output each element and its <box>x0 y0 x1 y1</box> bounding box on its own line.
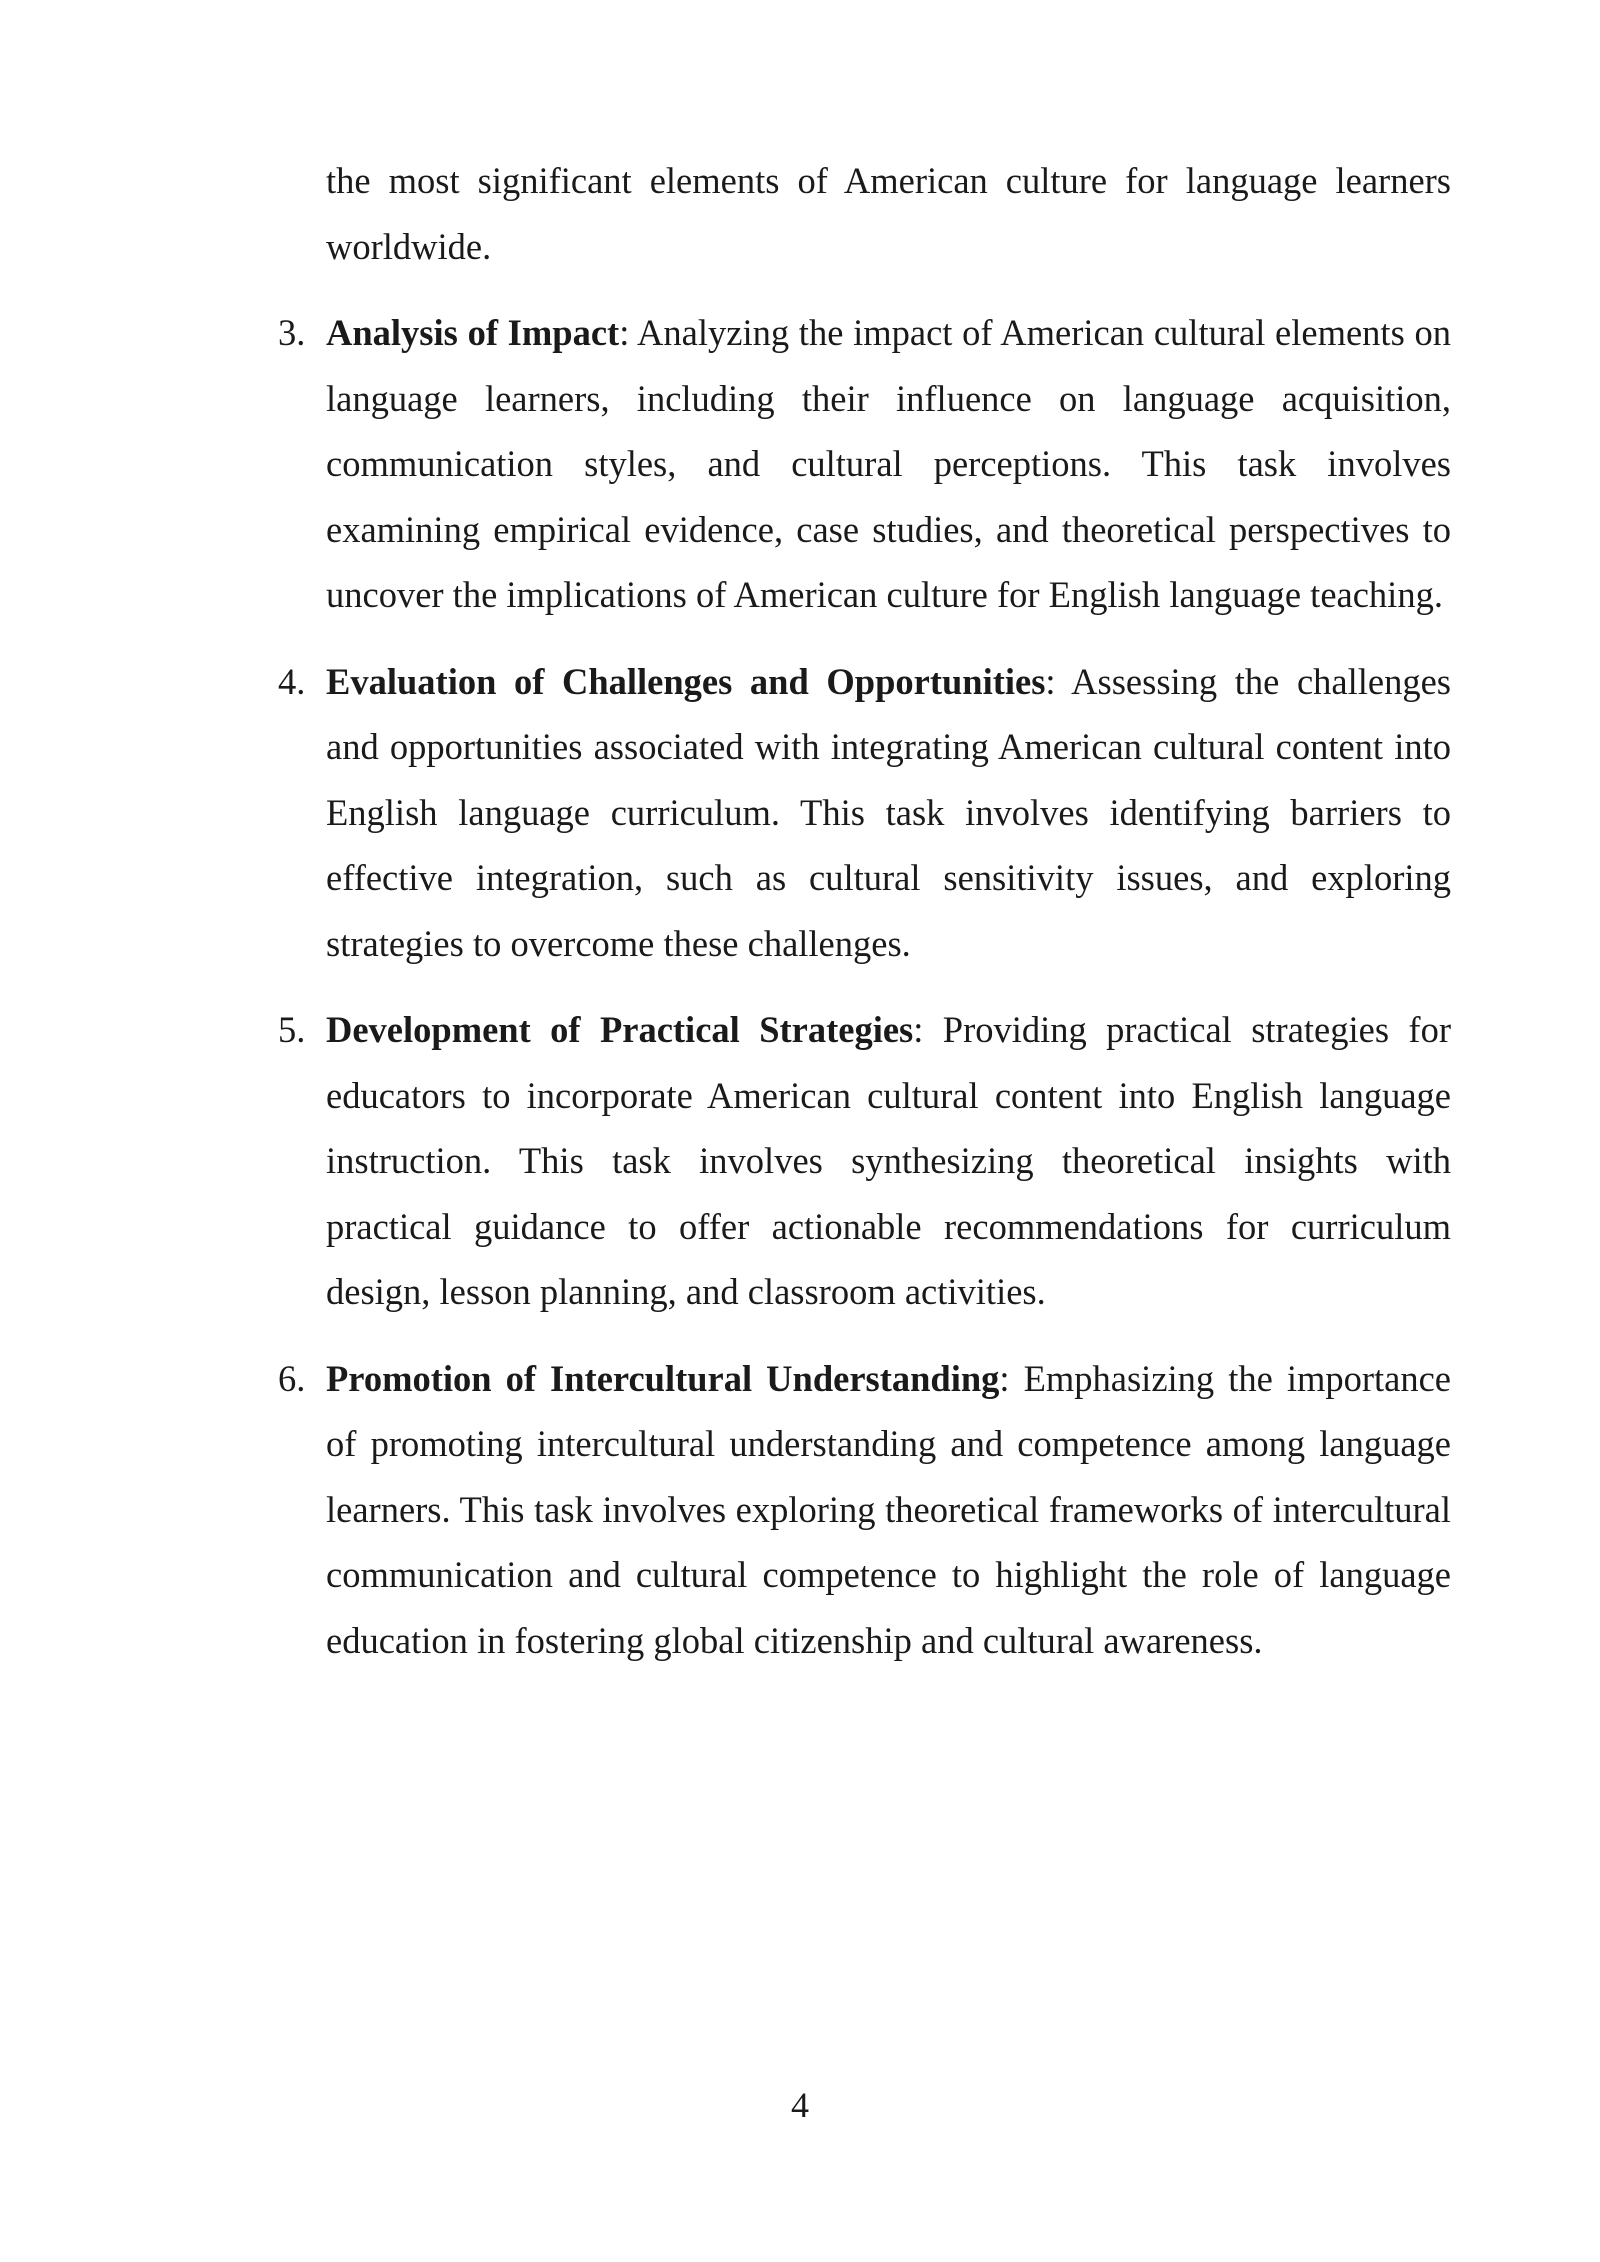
continuation-paragraph: the most significant elements of American culture for language learners worldwide. <box>326 160 1451 267</box>
list-item-term: Development of Practical Strategies <box>326 1009 914 1050</box>
page-number: 4 <box>791 2085 809 2125</box>
list-number: 6. <box>278 1357 306 1399</box>
list-item-text: : Emphasizing the importance of promoting intercultural understanding and competence among language learners. This task involves exploring theoretical frameworks of intercultural communication and cultural competence to highlight the role of language education in fostering global citizenship and cultural awareness. <box>326 1357 1451 1661</box>
list-item-text: : Providing practical strategies for educators to incorporate American cultural content into English language instruction. This task involves synthesizing theoretical insights with practical guidance to offer actionable recommendations for curriculum design, lesson planning, and classroom activities. <box>326 1009 1451 1312</box>
page-body <box>278 148 1451 1673</box>
list-item-text: : Assessing the challenges and opportunities associated with integrating American cultural content into English language curriculum. This task involves identifying barriers to effective integration, such as cultural sensitivity issues, and exploring strategies to overcome these challenges. <box>326 660 1451 964</box>
list-number: 3. <box>278 312 306 353</box>
list-item-term: Evaluation of Challenges and Opportunities <box>326 660 1046 702</box>
list-item-3 <box>278 300 1451 628</box>
list-item-6 <box>278 1346 1451 1674</box>
list-item-4 <box>278 649 1451 977</box>
list-item-text: : Analyzing the impact of American cultural elements on language learners, including their influence on language acquisition, communication styles, and cultural perceptions. This task involves examining empirical evidence, case studies, and theoretical perspectives to uncover the implications of American culture for English language teaching. <box>326 312 1451 615</box>
list-number: 4. <box>278 660 306 702</box>
list-item-5 <box>278 997 1451 1325</box>
list-item-term: Analysis of Impact <box>326 312 620 353</box>
list-item-term: Promotion of Intercultural Understanding <box>326 1357 1000 1399</box>
list-number: 5. <box>278 1009 306 1050</box>
